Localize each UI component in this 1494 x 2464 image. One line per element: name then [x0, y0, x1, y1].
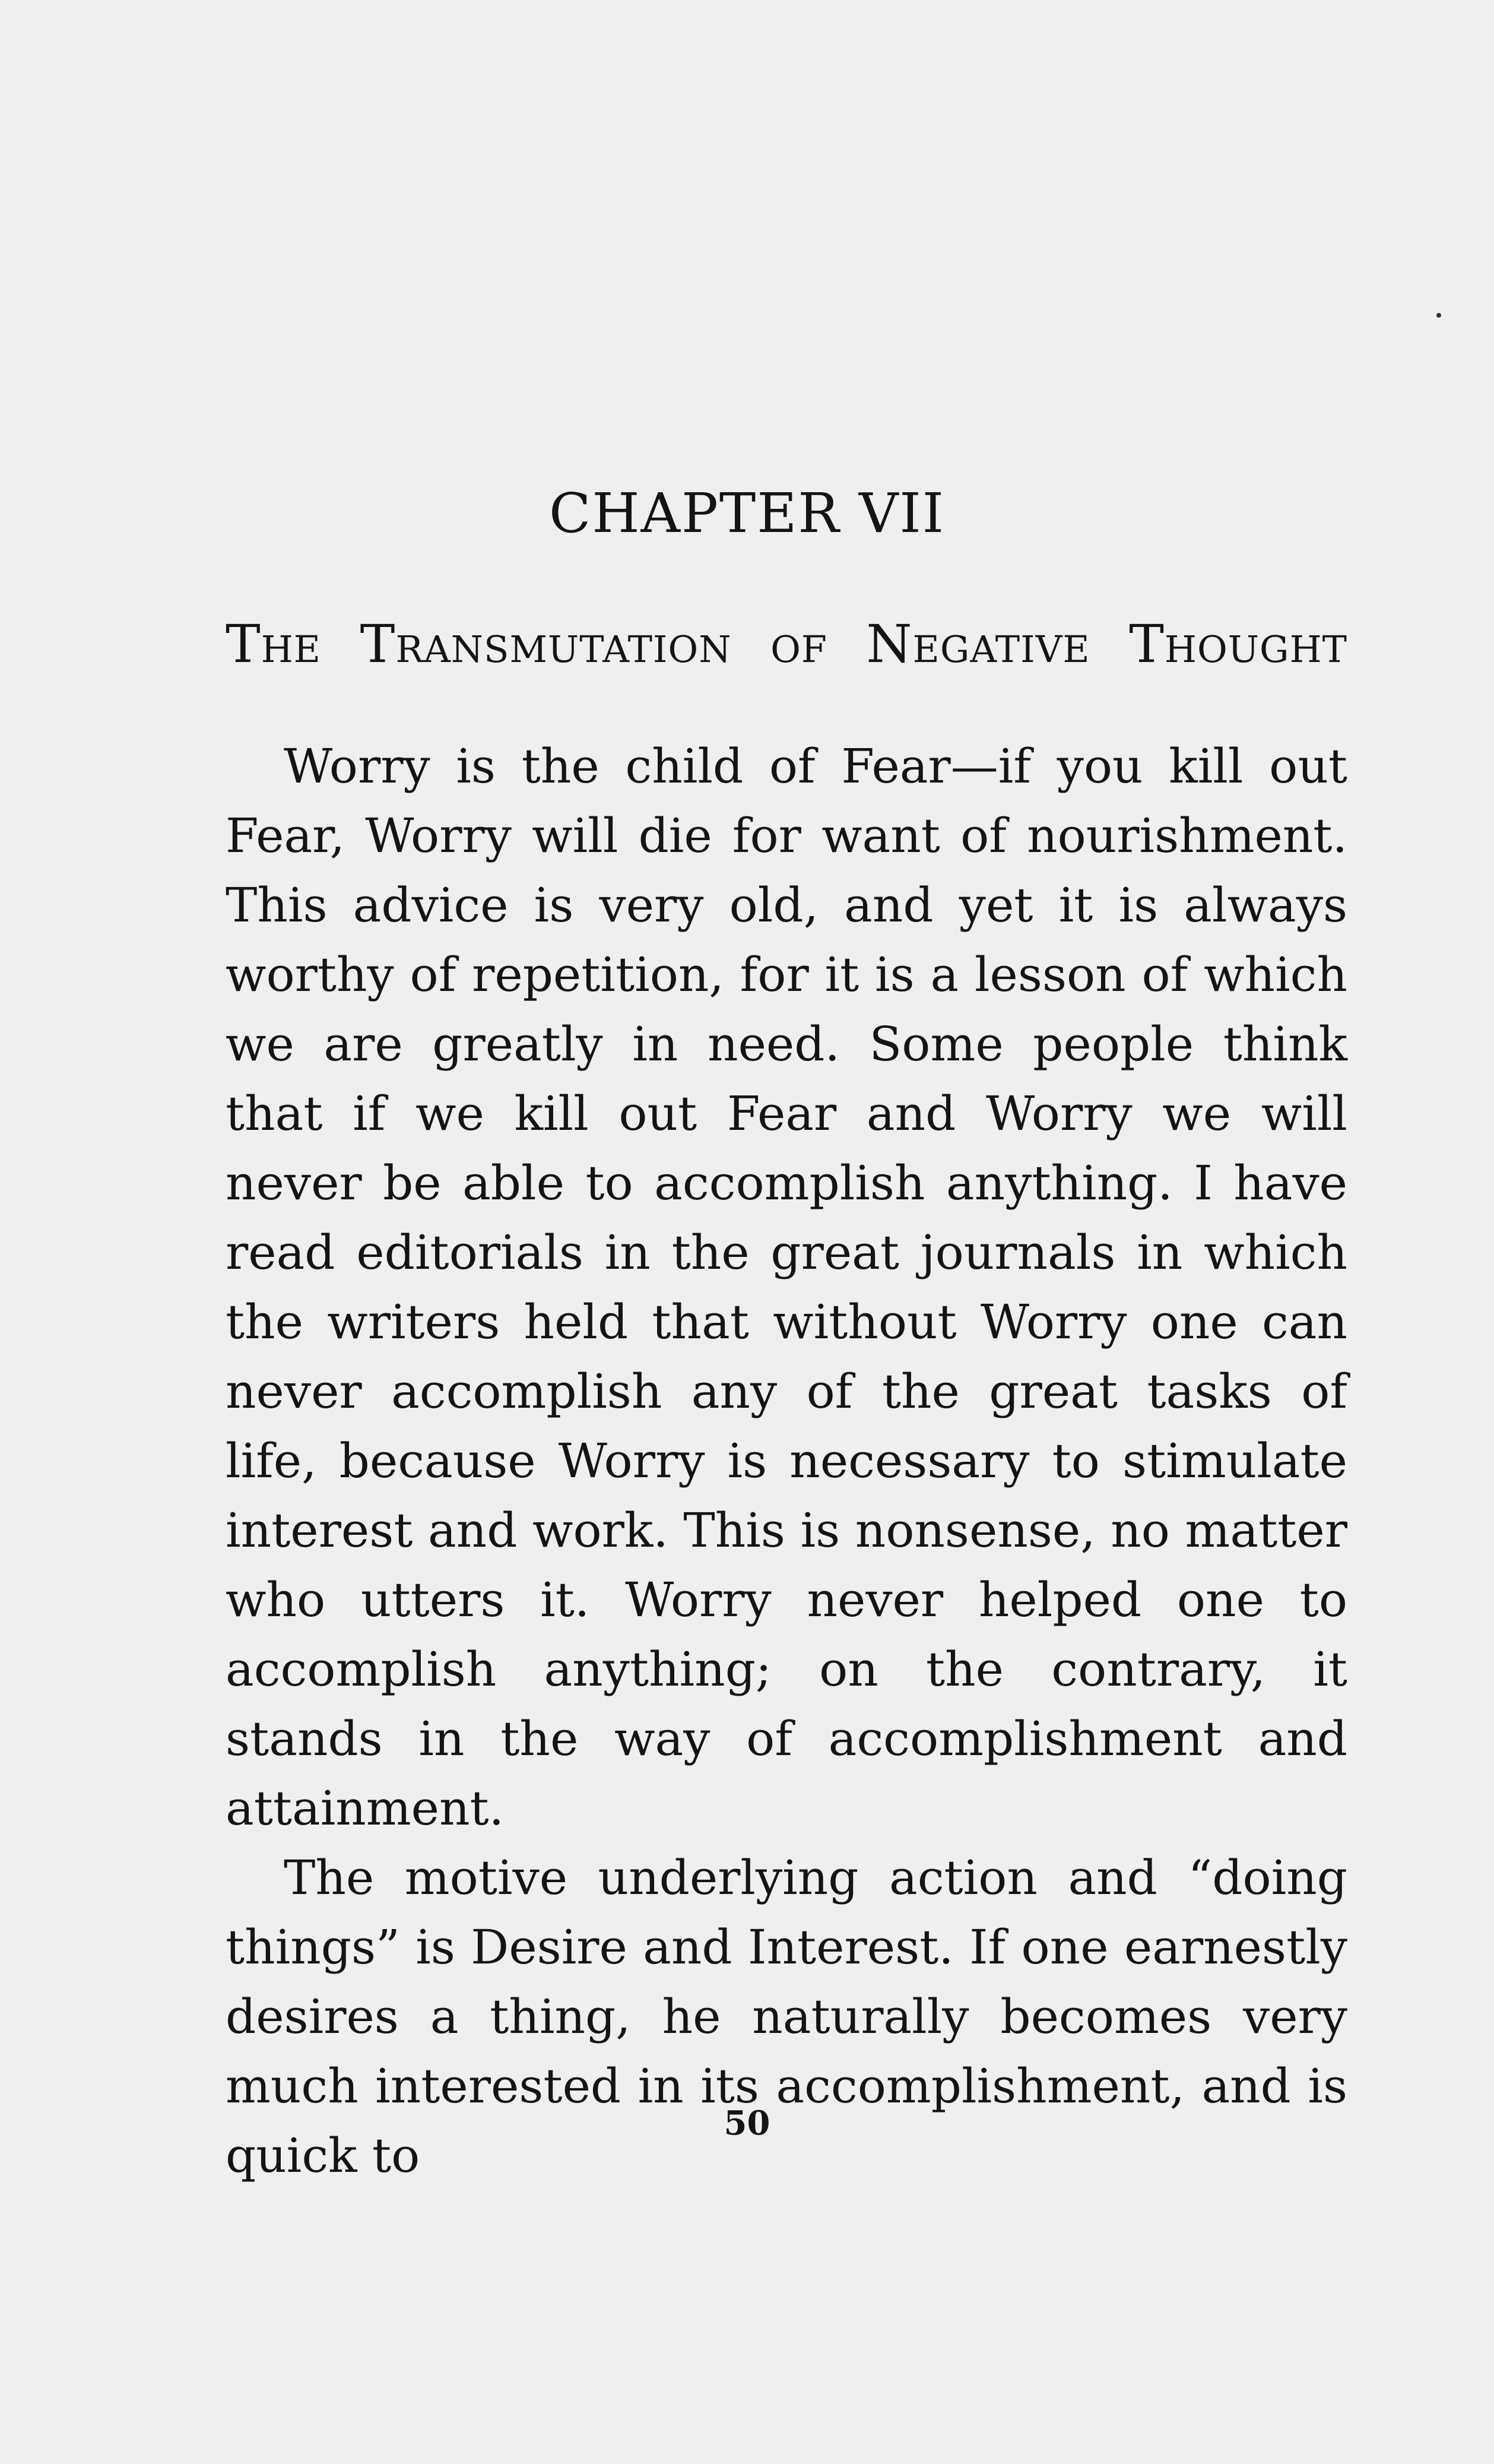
chapter-heading: CHAPTER VII	[548, 482, 946, 545]
chapter-title: The Transmutation of Negative Thought	[226, 613, 1347, 674]
body-text	[226, 731, 1347, 2190]
paragraph: Worry is the child of Fear—if you kill out Fear, Worry will die for want of nourishment. This advice is very old, and yet it is always worthy of repetition, for it is a lesson of which we are greatly in need. Some people think that if we kill out Fear and Worry we will never be able to accomplish anything. I have read editorials in the great journals in which the writers held that without Worry one can never accomplish any of the great tasks of life, because Worry is necessary to stimulate interest and work. This is nonsense, no matter who utters it. Worry never helped one to accomplish anything; on the contrary, it stands in the way of accomplishment and attainment.	[226, 739, 1347, 1836]
paragraph: The motive underlying action and “doing things” is Desire and Interest. If one earnestly desires a thing, he naturally becomes very much interested in its accomplishment, and is quick to	[226, 1850, 1347, 2183]
scan-speck	[1436, 313, 1441, 318]
page-number: 50	[724, 2104, 770, 2143]
